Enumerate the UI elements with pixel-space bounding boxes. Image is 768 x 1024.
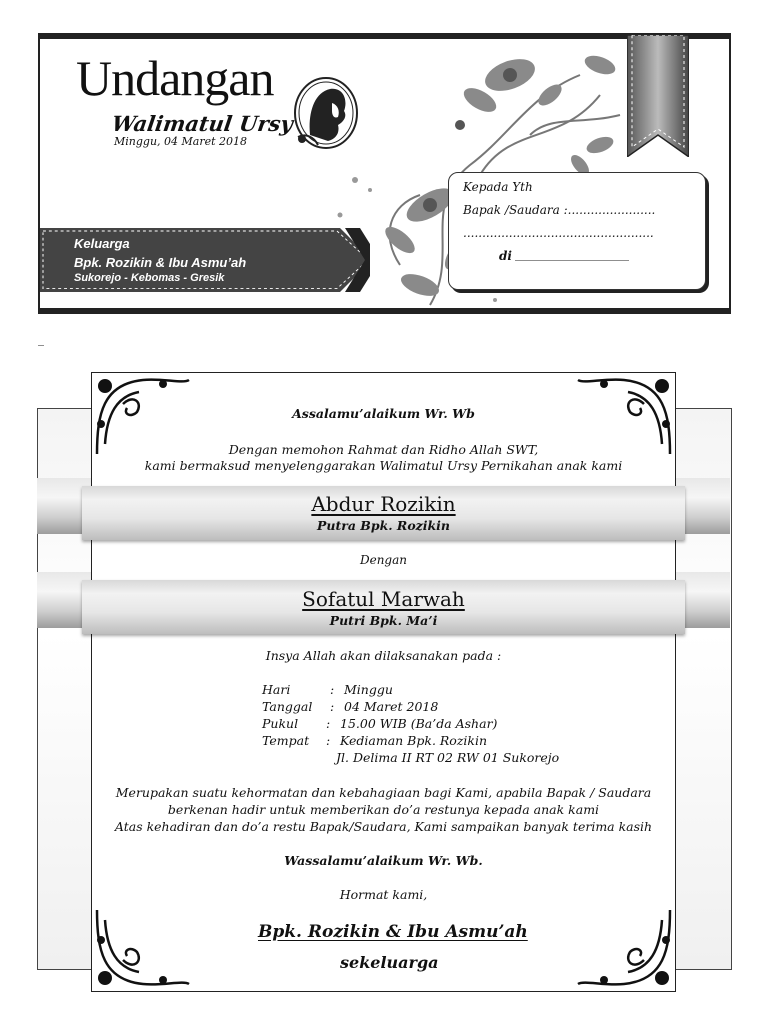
envelope-subtitle: Walimatul Ursy [110,111,295,136]
address-line-recipient: Kepada Yth [463,180,533,194]
corner-ornament-bottom-right-icon [574,906,674,990]
detail-value-date: 04 Maret 2018 [344,699,439,714]
family-address: Sukorejo - Kebomas - Gresik [74,272,225,284]
envelope-title: Undangan [76,50,274,106]
address-box [448,172,706,290]
closing-line-3: Atas kehadiran dan do’a restu Bapak/Saudara, Kami sampaikan banyak terima kasih [114,819,653,834]
separator-mark: _ [38,332,44,346]
envelope-date: Minggu, 04 Maret 2018 [114,135,248,148]
detail-value-place: Kediaman Bpk. Rozikin [340,733,488,748]
greeting: Assalamu’alaikum Wr. Wb [292,406,475,421]
address-line-di-label: di [499,249,512,263]
envelope [38,33,731,314]
address-line-blank: .................................................. [463,226,654,240]
detail-sep-day: : [330,682,335,697]
detail-label-place: Tempat [262,733,310,748]
groom-name: Abdur Rozikin [311,492,456,516]
detail-sep-place: : [326,733,331,748]
detail-label-date: Tanggal [262,699,313,714]
family-label: Keluarga [74,236,130,251]
regards: Hormat kami, [339,887,428,902]
signature-name: Bpk. Rozikin & Ibu Asmu’ah [258,922,528,942]
detail-value-day: Minggu [344,682,393,697]
detail-sep-time: : [326,716,331,731]
detail-sep-date: : [330,699,335,714]
detail-value-time: 15.00 WIB (Ba’da Ashar) [340,716,498,731]
address-line-name: Bapak /Saudara :....................... [463,203,656,217]
address-line-di-blank: ___________________ [515,247,629,261]
farewell: Wassalamu’alaikum Wr. Wb. [284,853,483,868]
intro-line-1: Dengan memohon Rahmat dan Ridho Allah SWT, [228,442,539,457]
detail-label-time: Pukul [262,716,299,731]
corner-ornament-bottom-left-icon [93,906,193,990]
family-name: Bpk. Rozikin & Ibu Asmu’ah [74,255,247,270]
schedule-intro: Insya Allah akan dilaksanakan pada : [265,648,502,663]
signature-sub: sekeluarga [340,953,439,972]
bride-portrait-icon [288,75,360,151]
detail-address: Jl. Delima II RT 02 RW 01 Sukorejo [336,750,560,765]
bride-name: Sofatul Marwah [302,587,465,611]
closing-line-1: Merupakan suatu kehormatan dan kebahagiaan bagi Kami, apabila Bapak / Saudara [115,785,652,800]
detail-label-day: Hari [262,682,291,697]
bride-parent: Putri Bpk. Ma’i [329,613,438,628]
groom-parent: Putra Bpk. Rozikin [316,518,451,533]
conjunction: Dengan [359,553,407,567]
bookmark-ribbon-icon [627,35,689,157]
closing-line-2: berkenan hadir untuk memberikan do’a restunya kepada anak kami [167,802,600,817]
intro-line-2: kami bermaksud menyelenggarakan Walimatul Ursy Pernikahan anak kami [144,458,623,473]
